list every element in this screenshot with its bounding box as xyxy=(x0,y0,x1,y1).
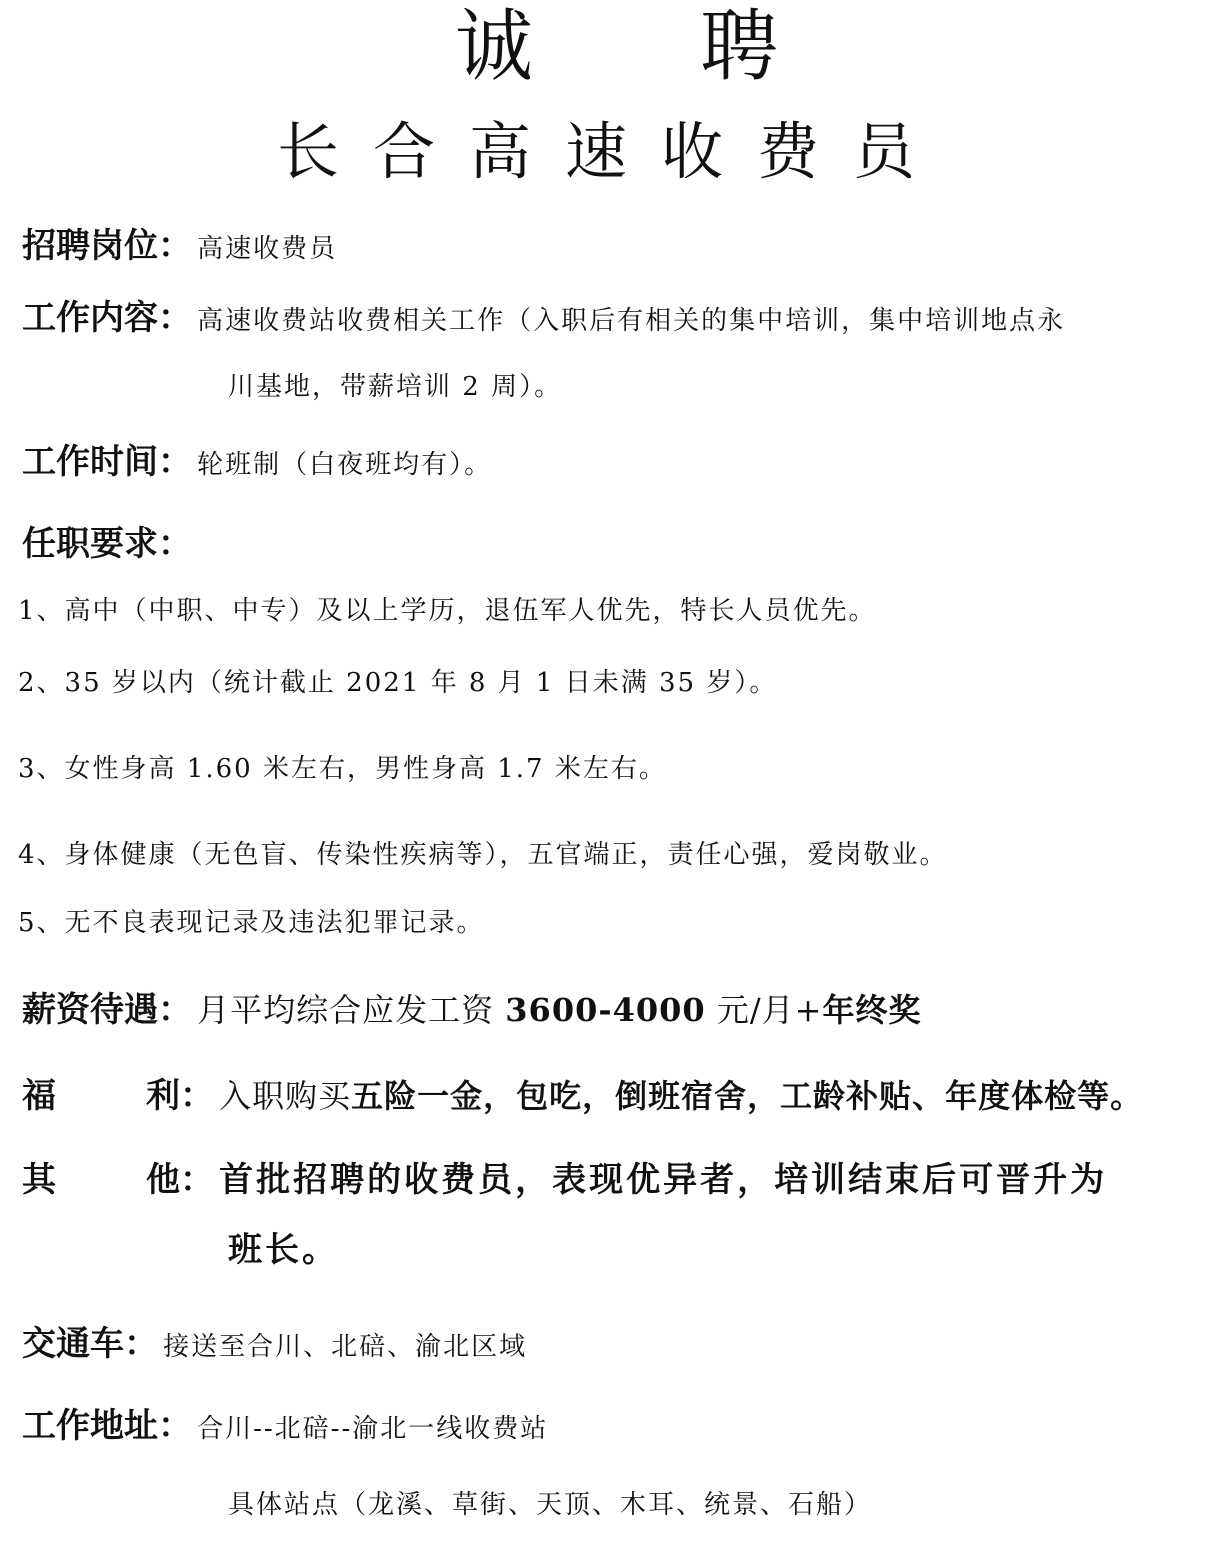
benefits-label-b: 利： xyxy=(146,1076,214,1116)
address-line-1: 合川--北碚--渝北一线收费站 xyxy=(197,1414,549,1444)
other-label-a: 其 xyxy=(22,1160,56,1200)
address-line-2: 具体站点（龙溪、草街、天顶、木耳、统景、石船） xyxy=(228,1490,873,1520)
benefits-label-a: 福 xyxy=(22,1076,56,1116)
requirement-item-5: 5、无不良表现记录及违法犯罪记录。 xyxy=(18,908,485,938)
content-line-2: 川基地，带薪培训 2 周）。 xyxy=(228,372,563,402)
other-label-b: 他： xyxy=(146,1160,214,1200)
shuttle-label: 交通车： xyxy=(22,1324,158,1364)
work-time-value: 轮班制（白夜班均有）。 xyxy=(197,450,493,480)
requirement-item-1: 1、高中（中职、中专）及以上学历，退伍军人优先，特长人员优先。 xyxy=(18,596,877,626)
title-char-1: 诚 xyxy=(455,2,534,92)
requirement-item-3: 3、女性身高 1.60 米左右，男性身高 1.7 米左右。 xyxy=(18,754,667,784)
salary-row xyxy=(22,982,1206,1031)
salary-amount: 3600-4000 xyxy=(505,991,706,1029)
requirement-item-4: 4、身体健康（无色盲、传染性疾病等），五官端正，责任心强，爱岗敬业。 xyxy=(18,840,948,870)
title-char-2: 聘 xyxy=(700,2,779,92)
address-label: 工作地址： xyxy=(22,1406,192,1446)
benefits-row xyxy=(22,1068,1206,1117)
work-time-label: 工作时间： xyxy=(22,442,192,482)
requirements-label: 任职要求： xyxy=(22,524,192,564)
work-time-row xyxy=(22,434,1206,483)
position-label: 招聘岗位： xyxy=(22,226,192,266)
benefits-value xyxy=(219,1071,1143,1117)
salary-label: 薪资待遇： xyxy=(22,990,192,1030)
other-row xyxy=(22,1152,1206,1201)
content-line-1: 高速收费站收费相关工作（入职后有相关的集中培训，集中培训地点永 xyxy=(197,306,1066,336)
salary-text: 月平均综合应发工资 xyxy=(197,991,506,1029)
requirement-item-2: 2、35 岁以内（统计截止 2021 年 8 月 1 日未满 35 岁）。 xyxy=(18,668,778,698)
requirements-heading xyxy=(22,516,1206,565)
shuttle-value: 接送至合川、北碚、渝北区域 xyxy=(163,1332,528,1362)
salary-bonus: 年终奖 xyxy=(822,991,922,1029)
content-row xyxy=(22,290,1206,339)
shuttle-row xyxy=(22,1316,1206,1365)
address-row xyxy=(22,1398,1206,1447)
position-row xyxy=(22,218,1206,267)
content-label: 工作内容： xyxy=(22,298,192,338)
benefits-text: 入职购买 xyxy=(219,1077,352,1115)
position-value: 高速收费员 xyxy=(197,234,338,264)
salary-unit: 元/月+ xyxy=(705,991,823,1029)
page-subtitle: 长合高速收费员 xyxy=(276,115,949,188)
benefits-items: 五险一金，包吃，倒班宿舍，工龄补贴、年度体检等。 xyxy=(351,1077,1144,1115)
other-line-2: 班长。 xyxy=(228,1230,339,1270)
salary-value xyxy=(197,985,921,1031)
other-line-1: 首批招聘的收费员，表现优异者，培训结束后可晋升为 xyxy=(219,1160,1108,1200)
